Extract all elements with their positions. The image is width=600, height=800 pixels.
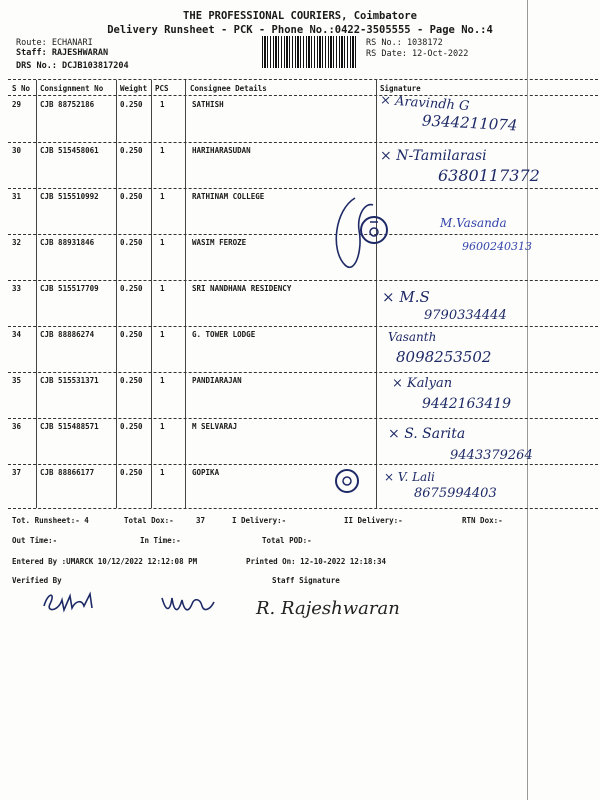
table-row bbox=[0, 216, 600, 280]
verified-by: Verified By bbox=[12, 576, 62, 585]
row-pcs: 1 bbox=[160, 468, 165, 477]
row-consignment: CJB 88886274 bbox=[40, 330, 95, 339]
col-consignee: Consignee Details bbox=[190, 84, 267, 93]
row-sno: 35 bbox=[12, 376, 22, 385]
row-sno: 34 bbox=[12, 330, 22, 339]
row-consignment: CJB 88931846 bbox=[40, 238, 95, 247]
rs-date: RS Date: 12-Oct-2022 bbox=[366, 49, 469, 59]
row-consignee: SATHISH bbox=[192, 100, 224, 109]
row-consignment: CJB 515510992 bbox=[40, 192, 99, 201]
row-weight: 0.250 bbox=[120, 330, 143, 339]
row-consignee: PANDIARAJAN bbox=[192, 376, 242, 385]
row-consignment: CJB 88752186 bbox=[40, 100, 95, 109]
table-row bbox=[0, 418, 600, 464]
stamp-icon bbox=[334, 468, 360, 494]
entered-by: Entered By :UMARCK 10/12/2022 12:12:08 PM bbox=[12, 557, 198, 566]
row-sno: 32 bbox=[12, 238, 22, 247]
row-sig-name: × M.S bbox=[382, 288, 430, 306]
header-top-rule bbox=[8, 79, 598, 80]
row-pcs: 1 bbox=[160, 146, 165, 155]
table-bottom-rule bbox=[8, 508, 598, 509]
row-sig-phone: 9790334444 bbox=[424, 308, 507, 323]
row-sig-phone: 9443379264 bbox=[450, 448, 533, 463]
col-sno: S No bbox=[12, 84, 31, 93]
row-sig-name: × Kalyan bbox=[392, 376, 453, 391]
staff-handwritten-signature: R. Rajeshwaran bbox=[256, 598, 400, 619]
row-pcs: 1 bbox=[160, 100, 165, 109]
col-pcs: PCS bbox=[155, 84, 169, 93]
table-row bbox=[0, 280, 600, 326]
total-dox-label: Total Dox:- bbox=[124, 516, 174, 525]
row-consignment: CJB 515517709 bbox=[40, 284, 99, 293]
verifier-signature-1 bbox=[38, 586, 108, 618]
table-row bbox=[0, 142, 600, 188]
table-row bbox=[0, 326, 600, 372]
staff-label: Staff: RAJESHWARAN bbox=[16, 48, 109, 58]
row-sig-phone: 9600240313 bbox=[462, 240, 532, 253]
row-sig-phone: 8098253502 bbox=[396, 348, 492, 366]
drs-number: DRS No.: DCJB103817204 bbox=[16, 61, 129, 71]
rtn-dox: RTN Dox:- bbox=[462, 516, 503, 525]
row-sno: 37 bbox=[12, 468, 22, 477]
row-sig-phone: 8675994403 bbox=[414, 486, 497, 501]
row-sno: 29 bbox=[12, 100, 22, 109]
row-sig-phone: 6380117372 bbox=[438, 166, 540, 185]
rs-number: RS No.: 1038172 bbox=[366, 38, 443, 48]
out-time: Out Time:- bbox=[12, 536, 58, 545]
route-label: Route: ECHANARI bbox=[16, 38, 93, 48]
row-sig-name: × Aravindh G bbox=[379, 92, 470, 115]
runsheet-subtitle: Delivery Runsheet - PCK - Phone No.:0422-3505555 - Page No.:4 bbox=[107, 24, 493, 36]
row-consignee: WASIM FEROZE bbox=[192, 238, 247, 247]
row-consignee: SRI NANDHANA RESIDENCY bbox=[192, 284, 292, 293]
row-pcs: 1 bbox=[160, 422, 165, 431]
row-consignee: GOPIKA bbox=[192, 468, 220, 477]
table-row bbox=[0, 464, 600, 510]
row-pcs: 1 bbox=[160, 284, 165, 293]
table-row bbox=[0, 372, 600, 418]
row-consignee: RATHINAM COLLEGE bbox=[192, 192, 265, 201]
total-runsheet: Tot. Runsheet:- 4 bbox=[12, 516, 89, 525]
col-weight: Weight bbox=[120, 84, 148, 93]
table-row bbox=[0, 92, 600, 142]
signature-scribble bbox=[325, 190, 395, 280]
row-consignment: CJB 515488571 bbox=[40, 422, 99, 431]
row-weight: 0.250 bbox=[120, 100, 143, 109]
row-sig-name: × V. Lali bbox=[384, 470, 435, 484]
row-weight: 0.250 bbox=[120, 468, 143, 477]
row-consignment: CJB 88866177 bbox=[40, 468, 95, 477]
row-sig-name: Vasanth bbox=[388, 330, 437, 344]
row-weight: 0.250 bbox=[120, 146, 143, 155]
row-weight: 0.250 bbox=[120, 284, 143, 293]
staff-signature-label: Staff Signature bbox=[272, 576, 340, 585]
col-signature: Signature bbox=[380, 84, 421, 93]
row-sig-phone: 9442163419 bbox=[422, 396, 512, 412]
row-pcs: 1 bbox=[160, 376, 165, 385]
row-sig-name: M.Vasanda bbox=[440, 216, 507, 230]
barcode bbox=[262, 36, 358, 68]
row-pcs: 1 bbox=[160, 192, 165, 201]
printed-on: Printed On: 12-10-2022 12:18:34 bbox=[246, 557, 386, 566]
row-sig-name: × S. Sarita bbox=[388, 426, 466, 442]
total-pod: Total POD:- bbox=[262, 536, 312, 545]
table-row bbox=[0, 188, 600, 234]
row-consignee: M SELVARAJ bbox=[192, 422, 238, 431]
row-weight: 0.250 bbox=[120, 376, 143, 385]
col-consignment: Consignment No bbox=[40, 84, 104, 93]
verifier-signature-2 bbox=[158, 588, 228, 620]
row-pcs: 1 bbox=[160, 238, 165, 247]
row-weight: 0.250 bbox=[120, 238, 143, 247]
row-consignee: G. TOWER LODGE bbox=[192, 330, 256, 339]
row-sno: 36 bbox=[12, 422, 22, 431]
row-consignment: CJB 515458061 bbox=[40, 146, 99, 155]
row-sno: 33 bbox=[12, 284, 22, 293]
row-pcs: 1 bbox=[160, 330, 165, 339]
i-delivery: I Delivery:- bbox=[232, 516, 287, 525]
row-sig-phone: 9344211074 bbox=[421, 111, 518, 135]
row-sno: 31 bbox=[12, 192, 22, 201]
row-consignee: HARIHARASUDAN bbox=[192, 146, 251, 155]
row-consignment: CJB 515531371 bbox=[40, 376, 99, 385]
row-sno: 30 bbox=[12, 146, 22, 155]
ii-delivery: II Delivery:- bbox=[344, 516, 403, 525]
total-dox-value: 37 bbox=[196, 516, 206, 525]
row-sig-name: × N-Tamilarasi bbox=[380, 148, 487, 164]
in-time: In Time:- bbox=[140, 536, 181, 545]
company-title: THE PROFESSIONAL COURIERS, Coimbatore bbox=[183, 10, 417, 22]
row-weight: 0.250 bbox=[120, 422, 143, 431]
row-weight: 0.250 bbox=[120, 192, 143, 201]
